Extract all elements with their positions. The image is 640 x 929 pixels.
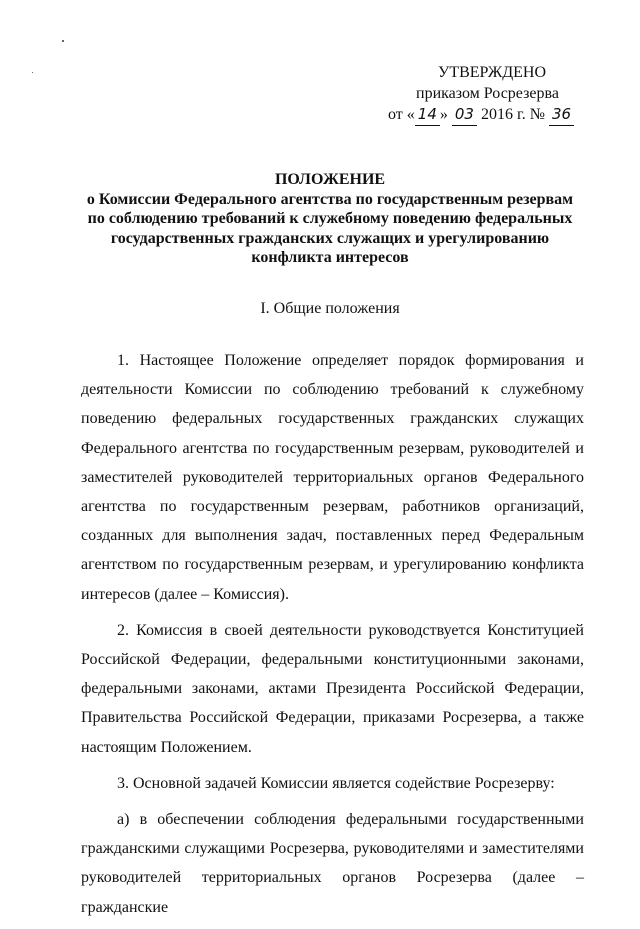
document-title <box>70 170 590 268</box>
handwritten-order-number: 36 <box>549 104 574 126</box>
paragraph-3: 3. Основной задачей Комиссии является содействие Росрезерву: <box>117 774 555 792</box>
paragraph-2: 2. Комиссия в своей деятельности руководствуется Конституцией Российской Федерации, федеральными конституционными законами, федеральными законами, актами Президента Российской Федерации, Правительства Российской Федерации, приказами Росрезерва, а также настоящим Положением. <box>81 621 584 756</box>
date-prefix: от « <box>388 106 415 123</box>
approved-label: УТВЕРЖДЕНО <box>438 64 547 81</box>
title-line-3: государственных гражданских служащих и урегулированию <box>110 229 550 247</box>
handwritten-day: 14 <box>415 104 440 126</box>
title-line-2: по соблюдению требований к служебному поведению федеральных <box>87 210 573 227</box>
title-heading: ПОЛОЖЕНИЕ <box>274 171 386 188</box>
approving-order: приказом Росрезерва <box>416 85 559 102</box>
title-line-1: о Комиссии Федерального агентства по государственным резервам <box>86 190 574 208</box>
approval-stamp <box>370 62 610 126</box>
section-title: I. Общие положения <box>260 300 400 317</box>
scan-speck <box>62 40 64 42</box>
date-quote: » <box>439 106 448 123</box>
handwritten-month: 03 <box>452 104 477 126</box>
body-text <box>81 346 584 929</box>
approval-date-line <box>370 104 610 126</box>
paragraph-4: а) в обеспечении соблюдения федеральными государственными гражданскими служащими Росрезерва, руководителями и заместителями руководителей территориальных органов Росрезерва (далее – гражданские <box>81 811 584 916</box>
title-line-4: конфликта интересов <box>251 249 409 266</box>
paragraph-1: 1. Настоящее Положение определяет порядок формирования и деятельности Комиссии по соблюдению требований к служебному поведению федеральных государственных гражданских служащих Федерального агентства по государственным резервам, руководителей и заместителей руководителей территориальных органов Федерального агентства по государственным резервам, работников организаций, созданных для выполнения задач, поставленных перед Федеральным агентством по государственным резервам, и урегулированию конфликта интересов (далее – Комиссия). <box>81 352 584 603</box>
scan-speck <box>32 72 33 73</box>
year-and-number-label: 2016 г. № <box>480 106 545 123</box>
